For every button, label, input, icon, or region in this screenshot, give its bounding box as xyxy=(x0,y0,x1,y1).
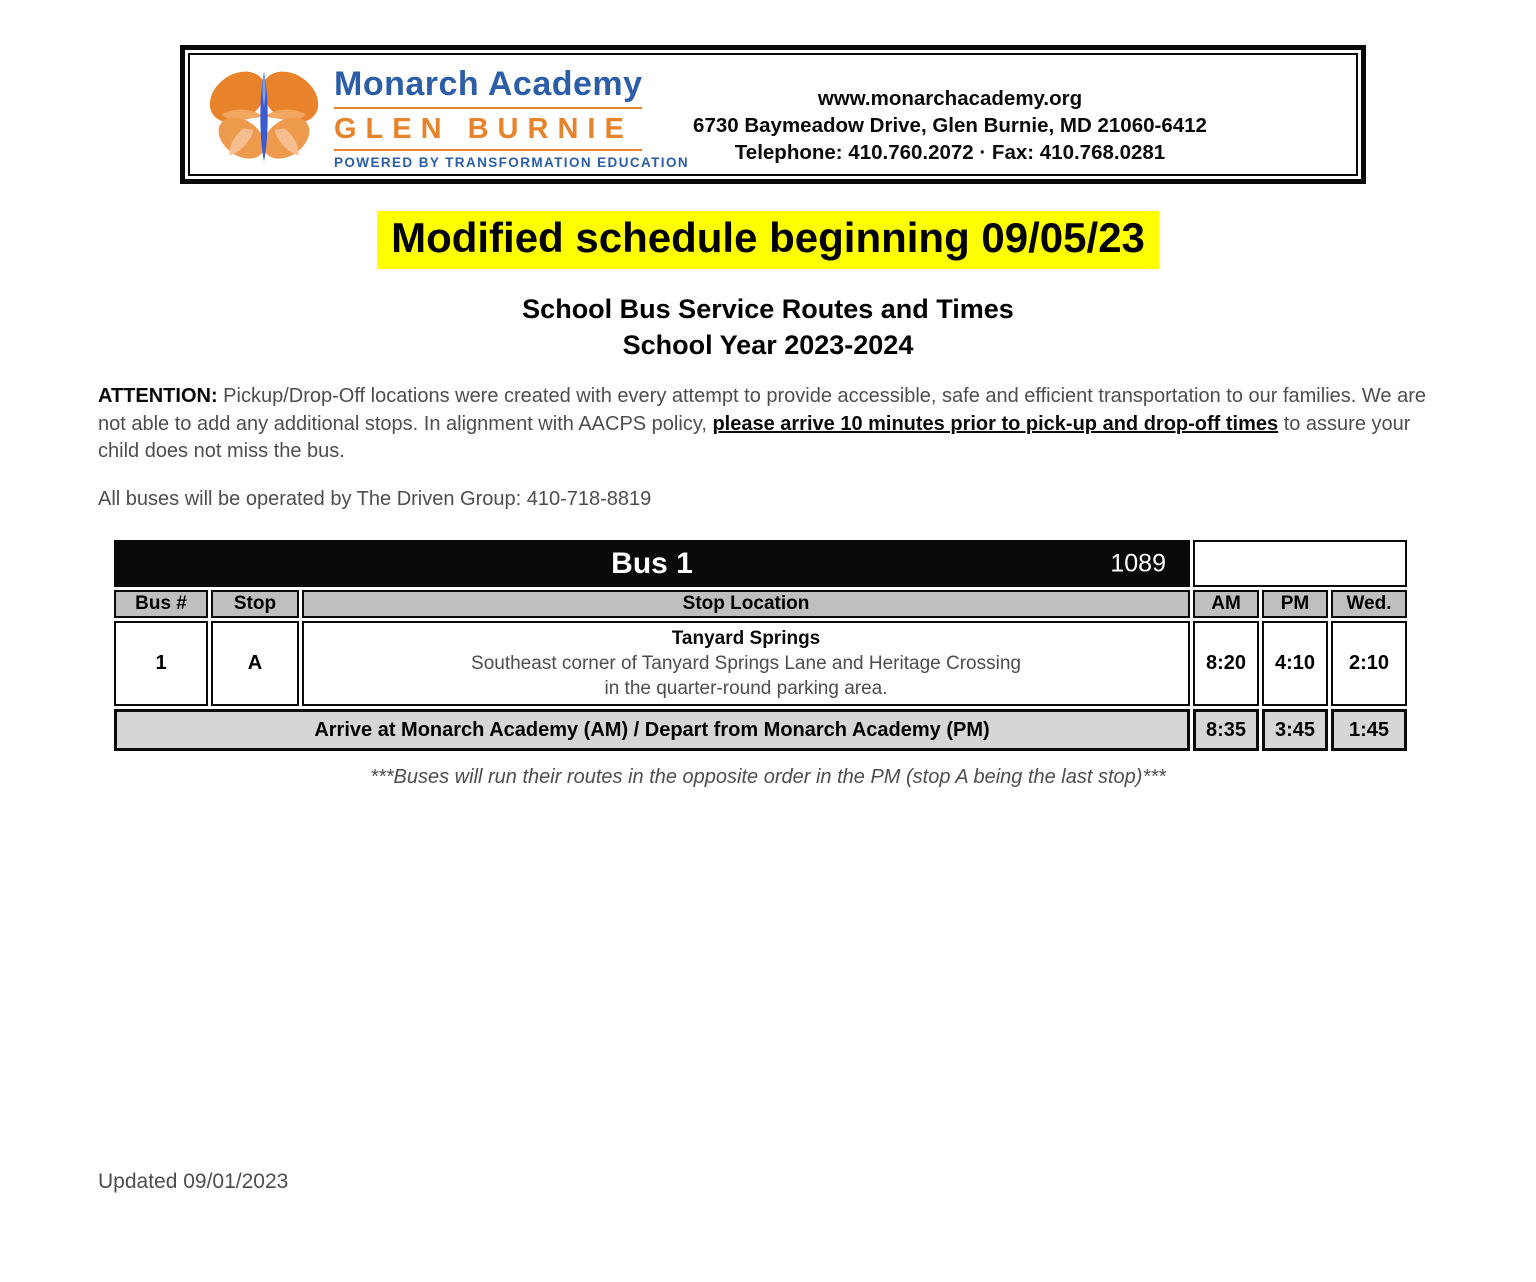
table-summary-row xyxy=(114,709,1407,751)
summary-pm-time: 3:45 xyxy=(1262,709,1328,751)
col-header-stop: Stop xyxy=(211,590,299,618)
school-logo xyxy=(200,56,689,178)
contact-block xyxy=(610,85,1290,166)
table-row xyxy=(114,621,1407,706)
operator-note: All buses will be operated by The Driven Group: 410-718-8819 xyxy=(98,488,652,510)
col-header-bus: Bus # xyxy=(114,590,208,618)
doc-subtitle-line1: School Bus Service Routes and Times xyxy=(522,294,1014,324)
attention-label: ATTENTION: xyxy=(98,385,218,407)
butterfly-icon xyxy=(200,56,328,178)
logo-divider-bottom xyxy=(334,149,642,151)
letterhead-frame xyxy=(180,45,1366,184)
attention-text-before: Pickup/Drop-Off locations were created with every attempt to provide accessible, safe and efficient transportation to our families. We are not able to add any additional stops. In alignment with AACPS policy, xyxy=(98,385,1426,435)
bus-table-title: Bus 1 xyxy=(611,546,693,580)
summary-label: Arrive at Monarch Academy (AM) / Depart from Monarch Academy (PM) xyxy=(114,709,1190,751)
website-text: www.monarchacademy.org xyxy=(817,87,1083,110)
address-text: 6730 Baymeadow Drive, Glen Burnie, MD 21060-6412 xyxy=(693,114,1207,137)
cell-wed-time: 2:10 xyxy=(1331,621,1407,706)
banner-highlight-text: Modified schedule beginning 09/05/23 xyxy=(377,211,1159,269)
attention-text-after: to assure your child does not miss the bus. xyxy=(98,412,1411,462)
logo-tagline: POWERED BY TRANSFORMATION EDUCATION xyxy=(334,154,689,170)
bus-schedule-table xyxy=(111,537,1410,754)
route-order-footnote: ***Buses will run their routes in the opposite order in the PM (stop A being the last stop)*** xyxy=(370,766,1166,788)
col-header-stop-location: Stop Location xyxy=(302,590,1190,618)
bus-number-badge: 1089 xyxy=(1110,549,1166,577)
summary-wed-time: 1:45 xyxy=(1331,709,1407,751)
col-header-wed: Wed. xyxy=(1331,590,1407,618)
logo-school-name: Monarch Academy xyxy=(334,64,643,103)
updated-date: Updated 09/01/2023 xyxy=(98,1170,289,1193)
cell-am-time: 8:20 xyxy=(1193,621,1259,706)
phone-fax-text: Telephone: 410.760.2072 · Fax: 410.768.0281 xyxy=(734,141,1166,164)
logo-text-block xyxy=(334,64,689,170)
doc-subtitle-line2: School Year 2023-2024 xyxy=(622,330,914,360)
modified-schedule-banner xyxy=(0,211,1536,269)
bus-table-title-spacer xyxy=(1193,540,1407,587)
table-header-row xyxy=(114,590,1407,618)
cell-bus-number: 1 xyxy=(114,621,208,706)
stop-location-title: Tanyard Springs xyxy=(671,628,821,649)
stop-location-desc-2: in the quarter-round parking area. xyxy=(604,678,888,699)
col-header-am: AM xyxy=(1193,590,1259,618)
cell-pm-time: 4:10 xyxy=(1262,621,1328,706)
stop-location-desc-1: Southeast corner of Tanyard Springs Lane and Heritage Crossing xyxy=(471,653,1021,674)
logo-campus-name: GLEN BURNIE xyxy=(334,112,633,145)
col-header-pm: PM xyxy=(1262,590,1328,618)
bus-table-title-bar xyxy=(114,540,1190,587)
summary-am-time: 8:35 xyxy=(1193,709,1259,751)
logo-divider-top xyxy=(334,107,642,109)
cell-stop-letter: A xyxy=(211,621,299,706)
attention-paragraph xyxy=(98,383,1442,466)
attention-emphasis: please arrive 10 minutes prior to pick-up and drop-off times xyxy=(712,412,1279,435)
cell-stop-location xyxy=(302,621,1190,706)
letterhead-inner-border xyxy=(188,53,1358,176)
bus-table-wrap xyxy=(111,537,1410,754)
